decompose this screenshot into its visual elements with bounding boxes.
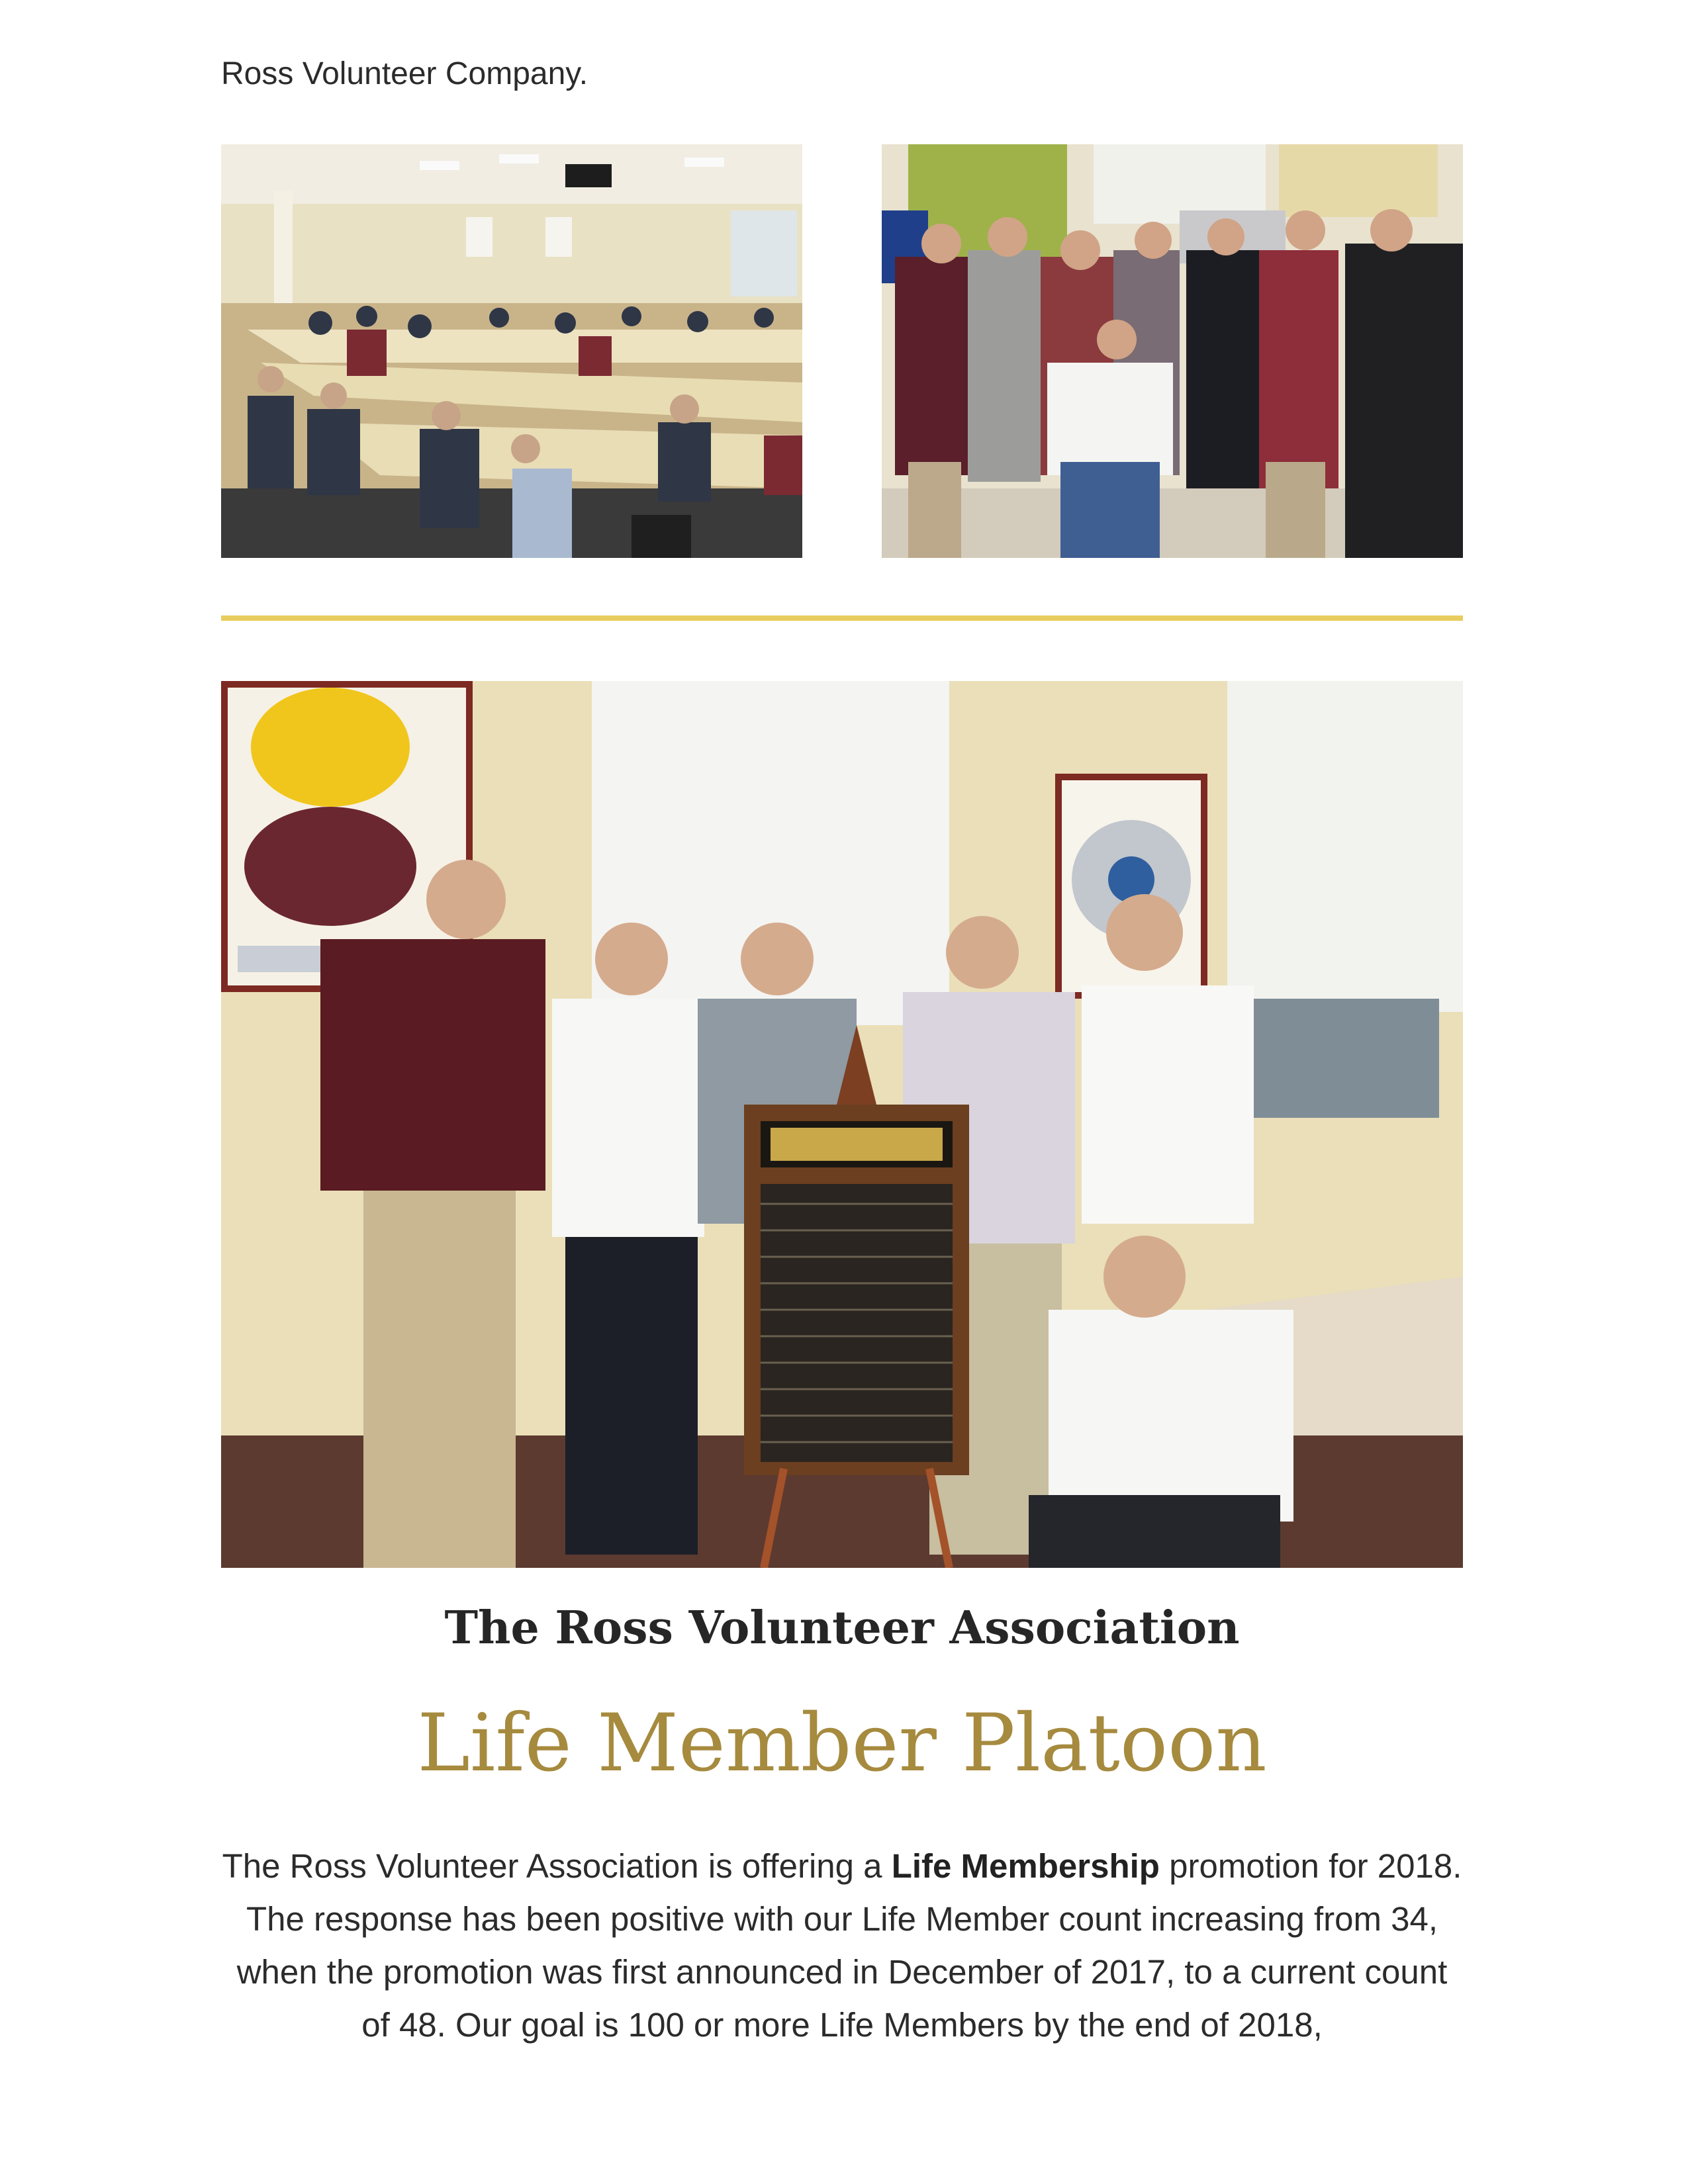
- intro-text: Ross Volunteer Company.: [221, 56, 588, 91]
- body-text-part1: The Ross Volunteer Association is offering a: [222, 1847, 892, 1885]
- section-divider: [221, 615, 1463, 621]
- life-member-plaque-photo: [221, 681, 1463, 1568]
- dining-hall-image: [221, 144, 802, 558]
- plaque-image: [221, 681, 1463, 1568]
- dining-hall-photo: [221, 144, 802, 558]
- group-image: [882, 144, 1463, 558]
- body-text-part2: promotion for 2018. The response has been positive with our Life Member count increasing from 34, when the promotion was first announced in December of 2017, to a current count of 48. Our goal is 100 or more Life Members by the end of 2018,: [236, 1847, 1462, 2044]
- group-photo: [882, 144, 1463, 558]
- body-text-bold: Life Membership: [891, 1847, 1160, 1885]
- body-paragraph: [221, 1840, 1463, 2052]
- section-subtitle: Life Member Platoon: [417, 1698, 1267, 1790]
- section-title: The Ross Volunteer Association: [444, 1602, 1240, 1655]
